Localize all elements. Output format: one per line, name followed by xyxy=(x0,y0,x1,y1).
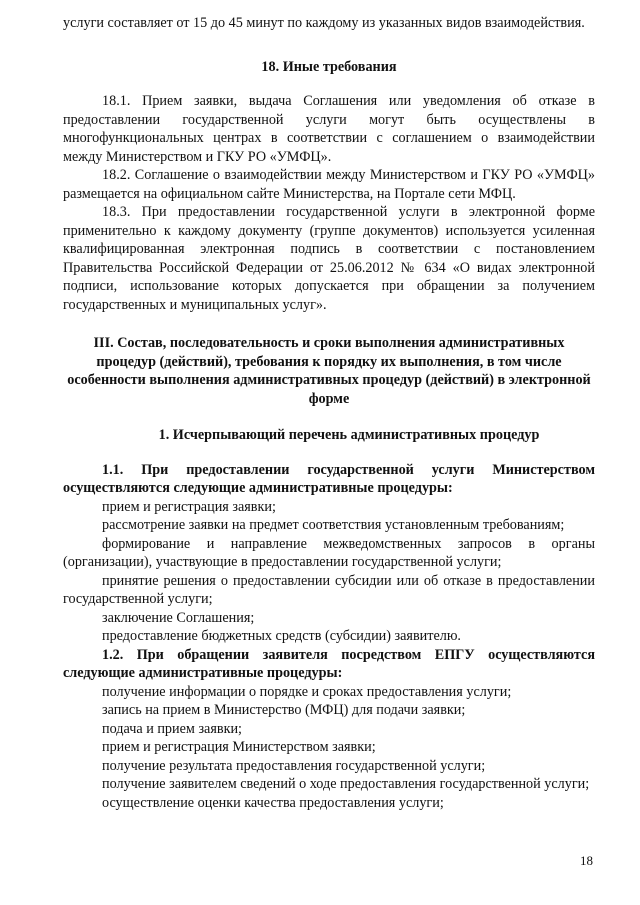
paragraph-18-2: 18.2. Соглашение о взаимодействии между Министерством и ГКУ РО «УМФЦ» размещается на официальном сайте Министерства, на Портале сети МФЦ. xyxy=(63,167,595,202)
list-item: формирование и направление межведомственных запросов в органы (организации), участвующие в предоставлении государственной услуги; xyxy=(63,535,595,570)
list-item: получение заявителем сведений о ходе предоставления государственной услуги; xyxy=(102,776,590,792)
list-item: подача и прием заявки; xyxy=(102,720,242,737)
document-page xyxy=(63,14,595,812)
list-item: заключение Соглашения; xyxy=(102,609,255,626)
list-item: осуществление оценки качества предоставления услуги; xyxy=(102,794,444,811)
section-18-title: 18. Иные требования xyxy=(261,58,397,75)
page-number: 18 xyxy=(580,853,593,868)
list-item: предоставление бюджетных средств (субсидии) заявителю. xyxy=(102,628,461,644)
paragraph-18-3: 18.3. При предоставлении государственной услуги в электронной форме применительно к каждому документу (группе документов) используется усиленная квалифицированная электронная подпись в соответствии с постановлением Правительства Российской Федерации от 25.06.2012 № 634 «О видах электронной подписи, использование которых допускается при обращении за получением государственных и муниципальных услуг». xyxy=(63,204,595,313)
list-item: принятие решения о предоставлении субсидии или об отказе в предоставлении государственной услуги; xyxy=(63,572,595,607)
list-item: запись на прием в Министерство (МФЦ) для подачи заявки; xyxy=(102,702,466,718)
list-item: прием и регистрация заявки; xyxy=(102,498,276,515)
section-iii-title: III. Состав, последовательность и сроки выполнения административных процедур (действий), требования к порядку их выполнения, в том числе особенности выполнения административных процедур (действий) в электронной форме xyxy=(67,335,591,407)
intro-continuation: услуги составляет от 15 до 45 минут по каждому из указанных видов взаимодействия. xyxy=(63,15,585,31)
list-item: получение результата предоставления государственной услуги; xyxy=(102,757,486,774)
subsection-1-title: 1. Исчерпывающий перечень административных процедур xyxy=(158,427,540,443)
paragraph-1-1-heading: 1.1. При предоставлении государственной услуги Министерством осуществляются следующие административные процедуры: xyxy=(63,461,595,496)
paragraph-1-2-heading: 1.2. При обращении заявителя посредством ЕПГУ осуществляются следующие административные процедуры: xyxy=(63,646,595,681)
paragraph-18-1: 18.1. Прием заявки, выдача Соглашения или уведомления об отказе в предоставлении государственной услуги могут быть осуществлены в многофункциональных центрах в соответствии с соглашением о взаимодействии между Министерством и ГКУ РО «УМФЦ». xyxy=(63,93,595,165)
list-item: прием и регистрация Министерством заявки; xyxy=(102,739,376,755)
list-item: рассмотрение заявки на предмет соответствия установленным требованиям; xyxy=(102,517,565,533)
list-item: получение информации о порядке и сроках предоставления услуги; xyxy=(102,683,512,700)
